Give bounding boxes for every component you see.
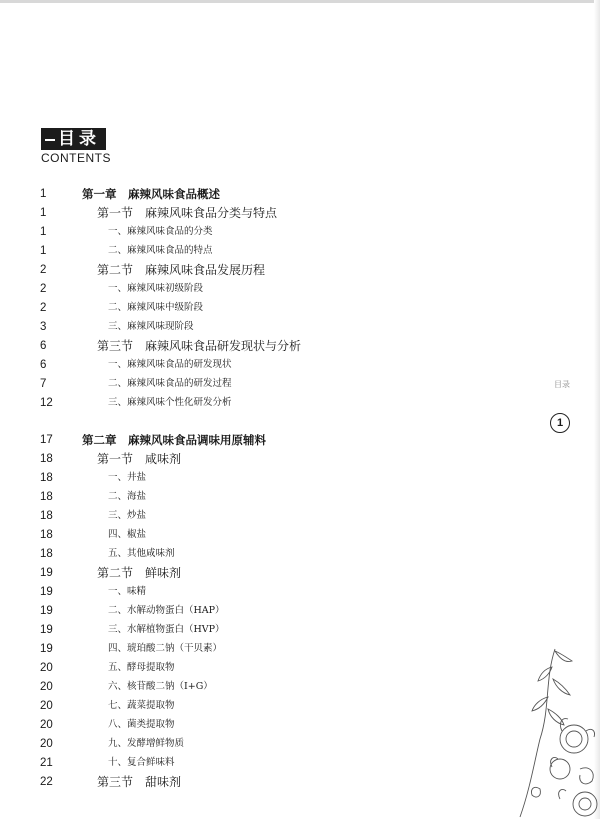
- toc-page-number: 18: [40, 510, 53, 522]
- toc-page-number: 12: [40, 397, 53, 409]
- toc-entry-title: 九、发酵增鲜物质: [108, 738, 185, 749]
- toc-entry-title: 第二节 鲜味剂: [97, 566, 182, 580]
- toc-page-number: 18: [40, 491, 53, 503]
- toc-page-number: 19: [40, 586, 53, 598]
- toc-entry-title: 第一节 麻辣风味食品分类与特点: [97, 206, 278, 220]
- toc-page-number: 1: [40, 245, 47, 257]
- toc-page-number: 17: [40, 434, 53, 446]
- toc-entry-title: 三、麻辣风味个性化研发分析: [108, 397, 232, 408]
- toc-entry-title: 一、麻辣风味食品的分类: [108, 226, 213, 237]
- toc-entry-title: 第二节 麻辣风味食品发展历程: [97, 263, 266, 277]
- toc-entry-title: 第三节 甜味剂: [97, 775, 182, 789]
- toc-page-number: 6: [40, 359, 47, 371]
- toc-page-number: 20: [40, 662, 53, 674]
- toc-page-number: 21: [40, 757, 53, 769]
- toc-page-number: 19: [40, 605, 53, 617]
- contents-title: 目录: [41, 128, 106, 150]
- toc-page-number: 20: [40, 738, 53, 750]
- toc-entry-title: 四、椒盐: [108, 529, 147, 540]
- toc-entry-title: 四、琥珀酸二钠（干贝素）: [108, 643, 223, 654]
- toc-entry-title: 三、炒盐: [108, 510, 147, 521]
- toc-page-number: 20: [40, 681, 53, 693]
- toc-entry-title: 第二章 麻辣风味食品调味用原辅料: [82, 433, 266, 447]
- toc-page-number: 2: [40, 283, 47, 295]
- toc-page-number: 18: [40, 453, 53, 465]
- toc-page-number: 2: [40, 264, 47, 276]
- toc-entry-title: 第一节 咸味剂: [97, 452, 182, 466]
- toc-entry-title: 二、海盐: [108, 491, 147, 502]
- toc-page-number: 18: [40, 548, 53, 560]
- toc-entry-title: 二、麻辣风味食品的特点: [108, 245, 213, 256]
- toc-page-number: 20: [40, 700, 53, 712]
- side-tab: [548, 380, 576, 429]
- toc-entry-title: 五、其他咸味剂: [108, 548, 175, 559]
- toc-page-number: 18: [40, 529, 53, 541]
- toc-page-number: 3: [40, 321, 47, 333]
- toc-entry-title: 一、麻辣风味食品的研发现状: [108, 359, 232, 370]
- toc-entry-title: 十、复合鲜味料: [108, 757, 175, 768]
- toc-entry-title: 八、菌类提取物: [108, 719, 175, 730]
- contents-subtitle: CONTENTS: [41, 151, 111, 165]
- toc-page-number: 18: [40, 472, 53, 484]
- toc-page-number: 6: [40, 340, 47, 352]
- toc-entry-title: 二、麻辣风味食品的研发过程: [108, 378, 232, 389]
- toc-entry-title: 第三节 麻辣风味食品研发现状与分析: [97, 339, 302, 353]
- toc-page-number: 1: [40, 207, 47, 219]
- toc-entry-title: 二、水解动物蛋白（HAP）: [108, 605, 225, 616]
- toc-page-number: 7: [40, 378, 47, 390]
- toc-entry-title: 六、核苷酸二钠（I+G）: [108, 681, 213, 692]
- side-tab-label: 目录: [554, 380, 570, 389]
- toc-page-number: 22: [40, 776, 53, 788]
- toc-page-number: 2: [40, 302, 47, 314]
- toc-entry-title: 第一章 麻辣风味食品概述: [82, 187, 220, 201]
- toc-page-number: 20: [40, 719, 53, 731]
- toc-page-number: 1: [40, 188, 47, 200]
- floral-ornament: [500, 639, 600, 819]
- toc-entry-title: 三、水解植物蛋白（HVP）: [108, 624, 225, 635]
- toc-entry-title: 五、酵母提取物: [108, 662, 175, 673]
- toc-entry-title: 二、麻辣风味中级阶段: [108, 302, 204, 313]
- toc-page-number: 1: [40, 226, 47, 238]
- toc-page-number: 19: [40, 567, 53, 579]
- toc-entry-title: 三、麻辣风味现阶段: [108, 321, 194, 332]
- page-number-badge: 1: [550, 413, 570, 433]
- toc-page-number: 19: [40, 624, 53, 636]
- toc-page-number: 19: [40, 643, 53, 655]
- toc-entry-title: 七、蔬菜提取物: [108, 700, 175, 711]
- toc-entry-title: 一、井盐: [108, 472, 147, 483]
- toc-entry-title: 一、麻辣风味初级阶段: [108, 283, 204, 294]
- toc-entry-title: 一、味精: [108, 586, 147, 597]
